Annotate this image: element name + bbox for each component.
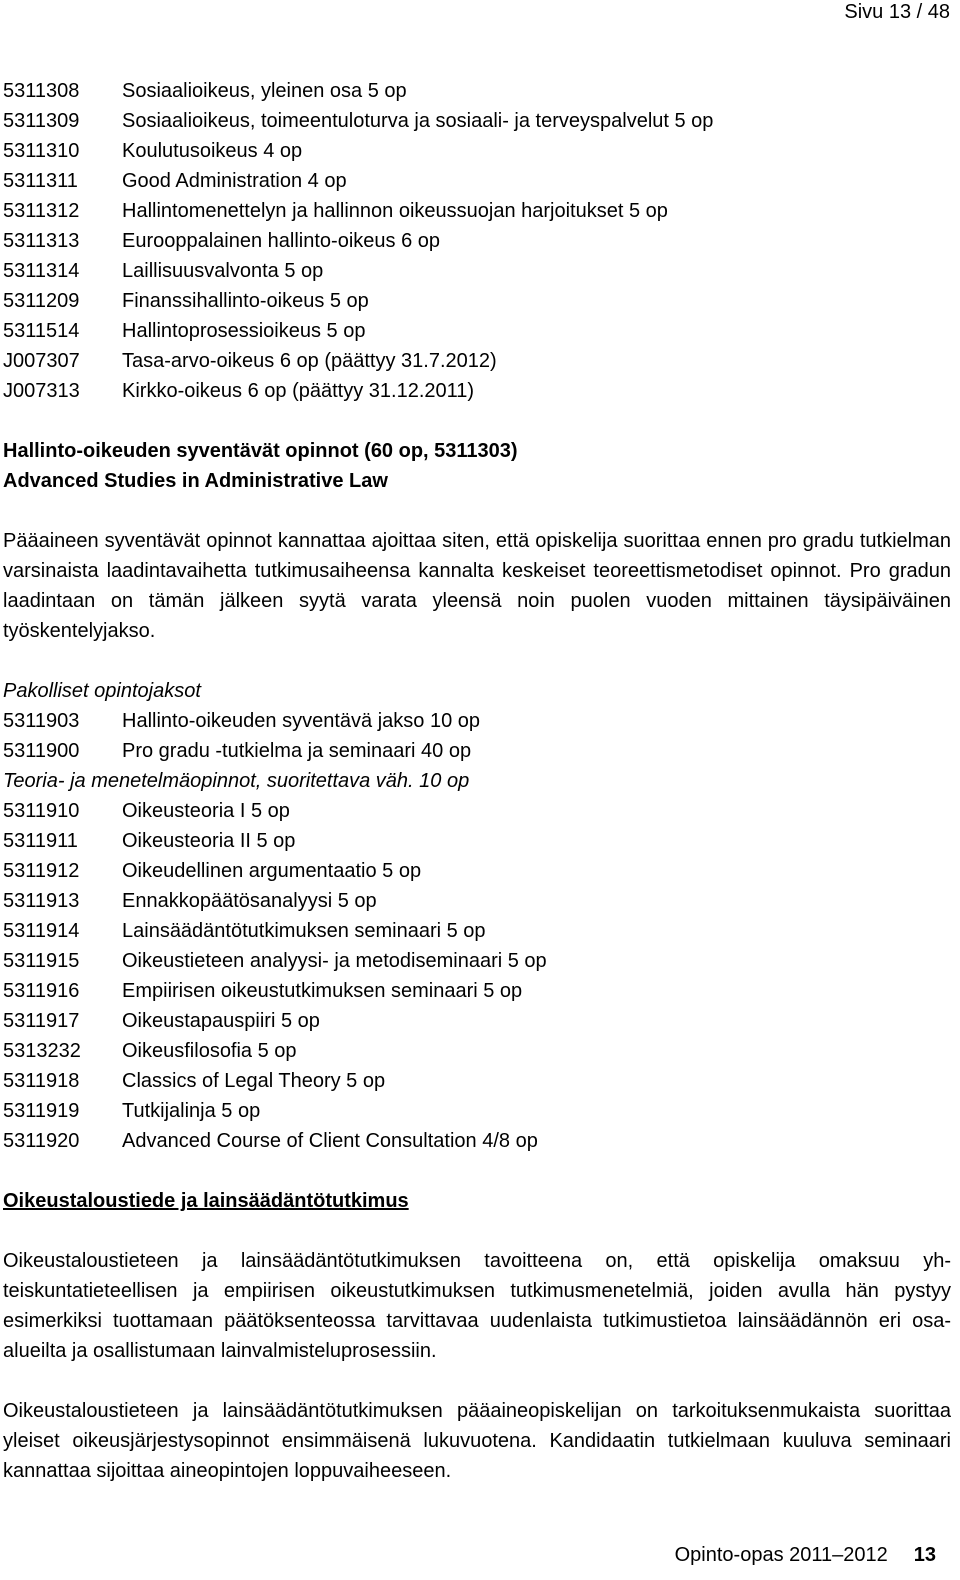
course-row xyxy=(3,1096,951,1126)
course-title: Sosiaalioikeus, yleinen osa 5 op xyxy=(122,80,407,102)
course-code: 5311209 xyxy=(3,290,80,312)
course-row xyxy=(3,826,951,856)
course-code: 5311910 xyxy=(3,800,80,822)
course-row xyxy=(3,166,951,196)
course-title: Advanced Course of Client Consultation 4/8 op xyxy=(122,1130,538,1152)
course-title: Tasa-arvo-oikeus 6 op (päättyy 31.7.2012) xyxy=(122,350,497,372)
course-code: 5311314 xyxy=(3,260,80,282)
course-title: Koulutusoikeus 4 op xyxy=(122,140,303,162)
course-code: 5311918 xyxy=(3,1070,80,1092)
course-row xyxy=(3,256,951,286)
course-title: Tutkijalinja 5 op xyxy=(122,1100,261,1122)
course-row xyxy=(3,376,951,406)
course-title: Hallinto-oikeuden syventävä jakso 10 op xyxy=(122,710,480,732)
course-code: 5311914 xyxy=(3,920,80,942)
course-title: Oikeusteoria I 5 op xyxy=(122,800,290,822)
course-title: Oikeudellinen argumentaatio 5 op xyxy=(122,860,422,882)
course-code: 5311514 xyxy=(3,320,80,342)
course-code: 5311913 xyxy=(3,890,80,912)
course-title: Oikeustapauspiiri 5 op xyxy=(122,1010,320,1032)
course-title: Pro gradu -tutkielma ja seminaari 40 op xyxy=(122,740,472,762)
section-heading-economics: Oikeustaloustiede ja lainsäädäntötutkimus xyxy=(3,1190,409,1212)
course-title: Laillisuusvalvonta 5 op xyxy=(122,260,324,282)
theory-course-list xyxy=(3,796,951,1156)
course-code: J007307 xyxy=(3,350,80,372)
course-code: 5311312 xyxy=(3,200,80,222)
course-row xyxy=(3,886,951,916)
course-code: 5311916 xyxy=(3,980,80,1002)
course-code: 5311311 xyxy=(3,170,78,192)
course-title: Oikeusteoria II 5 op xyxy=(122,830,296,852)
course-row xyxy=(3,346,951,376)
page-footer xyxy=(675,1542,936,1568)
course-row xyxy=(3,736,951,766)
course-code: J007313 xyxy=(3,380,80,402)
course-row xyxy=(3,916,951,946)
course-code: 5311917 xyxy=(3,1010,80,1032)
course-title: Oikeustieteen analyysi- ja metodiseminaari 5 op xyxy=(122,950,547,972)
page-indicator: Sivu 13 / 48 xyxy=(844,1,950,23)
course-code: 5311903 xyxy=(3,710,80,732)
course-title: Empiirisen oikeustutkimuksen seminaari 5 op xyxy=(122,980,523,1002)
course-title: Kirkko-oikeus 6 op (päättyy 31.12.2011) xyxy=(122,380,475,402)
course-row xyxy=(3,1066,951,1096)
economics-paragraph-1: Oikeustaloustieteen ja lainsäädäntötutkimuksen tavoitteena on, että opiskelija omaksuu yhteiskuntatieteellisen ja empiirisen oikeustutkimuksen tutkimusmenetelmiä, joiden avulla hän pystyy esimerkiksi tuottamaan päätöksenteossa tarvittavaa uudenlaista tutkimustietoa lainsäädännön eri osa-alueilta ja osallistumaan lainvalmisteluprosessiin. xyxy=(3,1250,951,1362)
course-row xyxy=(3,76,951,106)
course-code: 5311900 xyxy=(3,740,80,762)
course-code: 5311919 xyxy=(3,1100,80,1122)
course-title: Classics of Legal Theory 5 op xyxy=(122,1070,386,1092)
course-title: Hallintomenettelyn ja hallinnon oikeussuojan harjoitukset 5 op xyxy=(122,200,668,222)
course-code: 5311912 xyxy=(3,860,80,882)
course-code: 5313232 xyxy=(3,1040,81,1062)
advanced-studies-paragraph: Pääaineen syventävät opinnot kannattaa ajoittaa siten, että opiskelija suorittaa ennen pro gradu tutkielman varsinaista laadintavaihetta tutkimusaiheensa kannalta keskeiset teoreettismetodiset opinnot. Pro gradun laadintaan on tämän jälkeen syytä varata yleensä noin puolen vuoden mittainen täysipäiväinen työskentelyjakso. xyxy=(3,530,951,642)
course-title: Ennakkopäätösanalyysi 5 op xyxy=(122,890,377,912)
course-code: 5311920 xyxy=(3,1130,80,1152)
course-row xyxy=(3,1036,951,1066)
course-row xyxy=(3,196,951,226)
course-row xyxy=(3,106,951,136)
course-row xyxy=(3,976,951,1006)
theory-courses-label: Teoria- ja menetelmäopinnot, suoritettava väh. 10 op xyxy=(3,770,470,792)
course-title: Sosiaalioikeus, toimeentuloturva ja sosiaali- ja terveyspalvelut 5 op xyxy=(122,110,714,132)
course-title: Hallintoprosessioikeus 5 op xyxy=(122,320,366,342)
mandatory-course-list xyxy=(3,706,951,766)
course-code: 5311310 xyxy=(3,140,80,162)
mandatory-courses-label: Pakolliset opintojaksot xyxy=(3,680,201,702)
course-code: 5311308 xyxy=(3,80,80,102)
course-code: 5311309 xyxy=(3,110,80,132)
course-row xyxy=(3,226,951,256)
course-row xyxy=(3,316,951,346)
course-row xyxy=(3,796,951,826)
course-code: 5311911 xyxy=(3,830,78,852)
course-row xyxy=(3,706,951,736)
course-title: Lainsäädäntötutkimuksen seminaari 5 op xyxy=(122,920,486,942)
course-title: Oikeusfilosofia 5 op xyxy=(122,1040,297,1062)
section-heading-advanced-studies-fi: Hallinto-oikeuden syventävät opinnot (60 op, 5311303) xyxy=(3,440,518,462)
section-heading-advanced-studies-en: Advanced Studies in Administrative Law xyxy=(3,470,388,492)
course-row xyxy=(3,856,951,886)
course-code: 5311313 xyxy=(3,230,80,252)
course-row xyxy=(3,286,951,316)
document-page xyxy=(3,76,951,1486)
course-code: 5311915 xyxy=(3,950,80,972)
economics-paragraph-2: Oikeustaloustieteen ja lainsäädäntötutkimuksen pääaineopiskelijan on tarkoituksenmukaista suorittaa yleiset oikeusjärjestysopinnot ensimmäisenä lukuvuotena. Kandidaatin tutkielmaan kuuluva seminaari kannattaa sijoittaa aineopintojen loppuvaiheeseen. xyxy=(3,1400,951,1482)
page-header xyxy=(844,0,950,24)
course-title: Good Administration 4 op xyxy=(122,170,347,192)
course-list-top xyxy=(3,76,951,406)
course-row xyxy=(3,1126,951,1156)
footer-page-number: 13 xyxy=(913,1544,936,1566)
course-title: Eurooppalainen hallinto-oikeus 6 op xyxy=(122,230,441,252)
course-title: Finanssihallinto-oikeus 5 op xyxy=(122,290,369,312)
course-row xyxy=(3,136,951,166)
course-row xyxy=(3,1006,951,1036)
course-row xyxy=(3,946,951,976)
footer-guide-label: Opinto-opas 2011–2012 xyxy=(674,1544,888,1566)
